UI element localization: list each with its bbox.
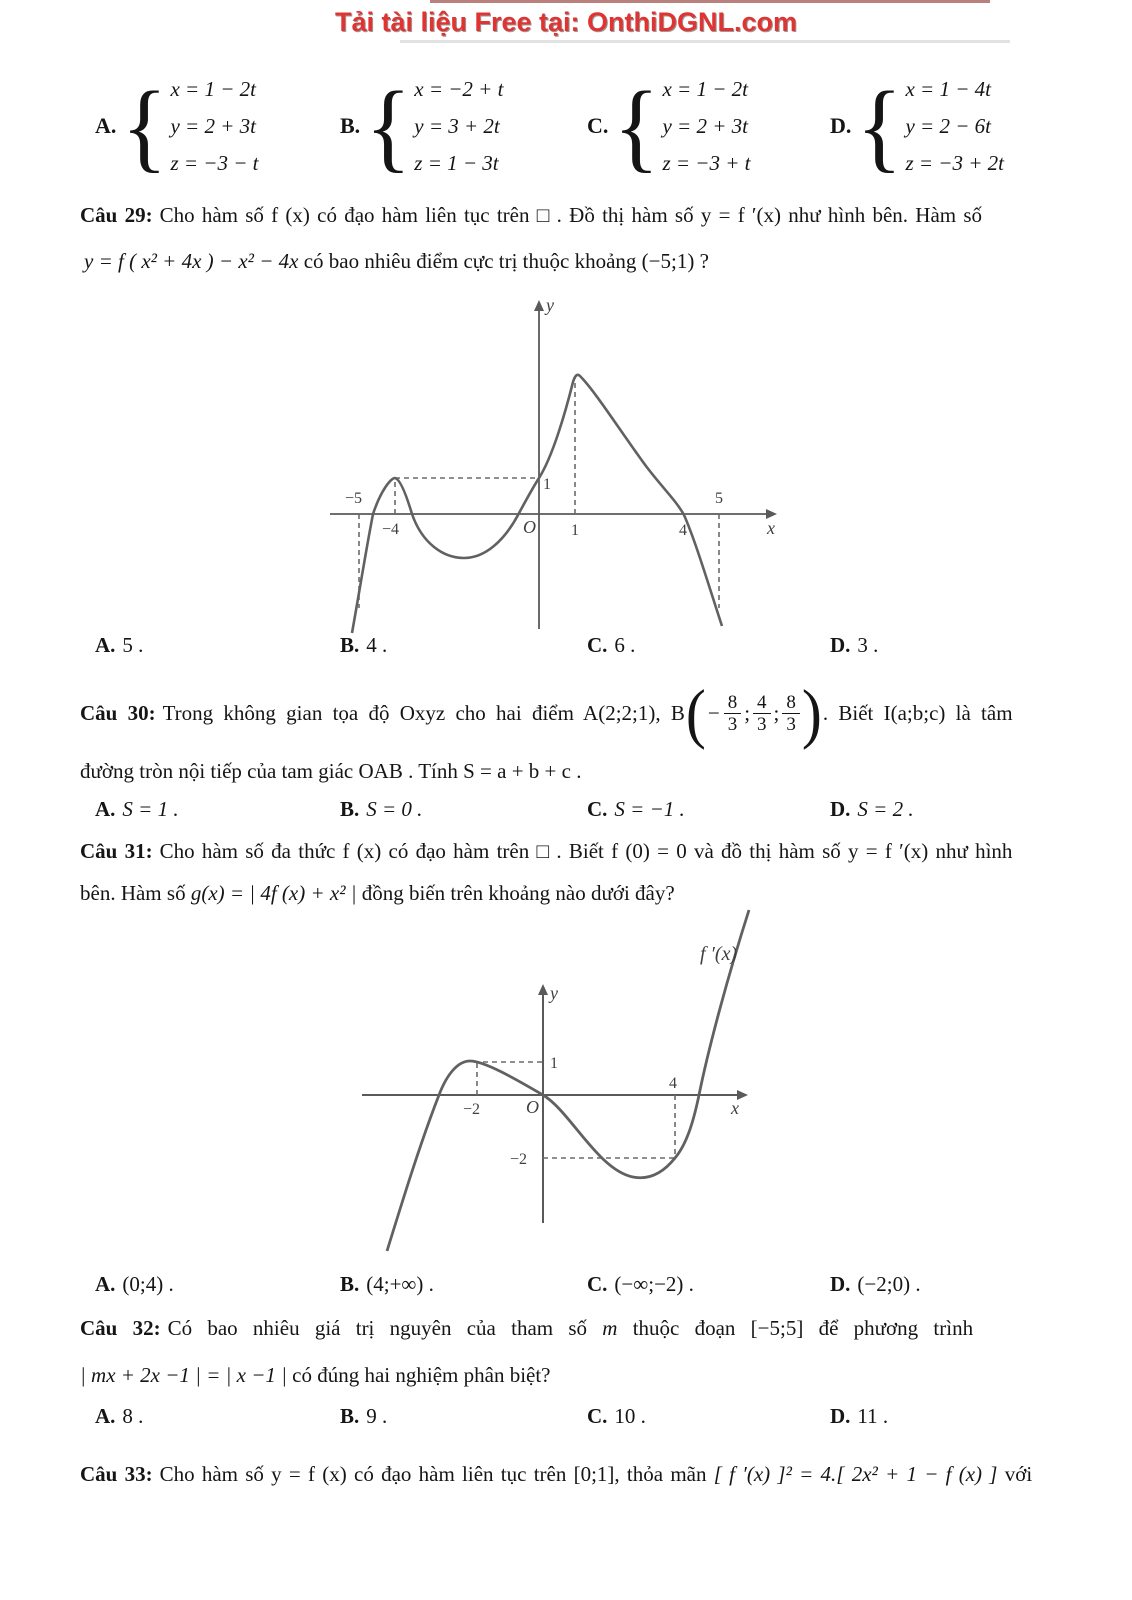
question-text: bên. Hàm số [80, 881, 186, 905]
question-33-line1 [80, 1462, 1032, 1487]
answer-text: (0;4) . [122, 1272, 174, 1296]
option-label: A. [95, 113, 117, 138]
y-axis-arrow-icon [534, 300, 544, 311]
question-text: . Biết I(a;b;c) là tâm [822, 700, 1013, 725]
option-label: D. [830, 113, 852, 138]
answer-label: A. [95, 633, 116, 657]
answer-option-a [95, 797, 179, 822]
math-expression: | mx + 2x −1 | = | x −1 | [80, 1363, 287, 1387]
origin-label: O [523, 517, 536, 537]
equation-lines [905, 77, 1004, 176]
question-29-line2 [84, 249, 709, 274]
answer-option-c [587, 1404, 646, 1429]
x-axis-label: x [767, 518, 775, 538]
answer-option-b [340, 797, 422, 822]
denominator: 3 [724, 713, 742, 735]
equation-line: y = 2 − 6t [905, 113, 991, 138]
answer-option-a [95, 1272, 174, 1297]
answer-option-b [340, 633, 387, 658]
answer-option-a [95, 1404, 143, 1429]
question-30-line1 [80, 676, 1013, 750]
answer-text: (−∞;−2) . [614, 1272, 694, 1296]
question-text: có đúng hai nghiệm phân biệt? [292, 1363, 551, 1387]
separator: ; [744, 700, 751, 725]
answer-label: A. [95, 797, 116, 821]
question-text: thuộc đoạn [−5;5] để phương trình [632, 1316, 974, 1340]
denominator: 3 [753, 713, 771, 735]
tick-label-y1: 1 [543, 476, 551, 493]
tick-label-4: 4 [679, 522, 687, 539]
question-32-line1 [80, 1316, 973, 1341]
question-32-answers [0, 1404, 1132, 1432]
answer-text: 4 . [366, 633, 388, 657]
answer-label: C. [587, 633, 608, 657]
question-number: Câu 30: [80, 700, 156, 725]
answer-option-a [95, 633, 143, 658]
answer-label: D. [830, 797, 851, 821]
numerator: 8 [786, 691, 796, 713]
equation-line: z = −3 + 2t [905, 150, 1004, 175]
fraction [724, 692, 742, 735]
question-number: Câu 33: [80, 1462, 153, 1486]
answer-label: D. [830, 1404, 851, 1428]
brace-glyph: { [856, 69, 903, 182]
question-text: Trong không gian tọa độ Oxyz cho hai điểm A(2;2;1), B [162, 700, 685, 725]
answer-option-d [830, 1272, 921, 1297]
answer-label: D. [830, 633, 851, 657]
math-interval: (−5;1) ? [641, 249, 709, 273]
question-text: Cho hàm số f (x) có đạo hàm liên tục trên □ . Đồ thị hàm số y = f ′(x) như hình bên. Hàm số [159, 203, 983, 227]
equation-line: y = 2 + 3t [662, 113, 748, 138]
option-d-system [830, 69, 1004, 182]
answer-label: C. [587, 797, 608, 821]
option-b-system [340, 69, 504, 182]
equation-line: y = 3 + 2t [414, 113, 500, 138]
equation-lines [662, 77, 750, 176]
tick-label-yminus2: −2 [510, 1151, 528, 1168]
question-31-answers [0, 1272, 1132, 1300]
answer-label: C. [587, 1272, 608, 1296]
x-axis-label: x [731, 1098, 739, 1118]
answer-option-d [830, 797, 914, 822]
answer-label: C. [587, 1404, 608, 1428]
point-b-coordinates [708, 692, 800, 735]
fraction [782, 692, 800, 735]
answer-option-d [830, 1404, 888, 1429]
dashed-guides [474, 1062, 675, 1158]
y-axis-label: y [550, 983, 558, 1003]
question-text: Có bao nhiêu giá trị nguyên của tham số [167, 1316, 588, 1340]
figure-graph-2 [350, 896, 830, 1258]
tick-label-minus5: −5 [345, 490, 363, 507]
answer-option-b [340, 1272, 434, 1297]
answer-text: (4;+∞) . [366, 1272, 434, 1296]
question-32-line2 [80, 1363, 551, 1388]
question-number: Câu 31: [80, 839, 153, 863]
option-label: B. [340, 113, 361, 138]
question-text: Cho hàm số đa thức f (x) có đạo hàm trên □ . Biết f (0) = 0 và đồ thị hàm số y = f ′(x) như hình [159, 839, 1013, 863]
scan-artifact-top [430, 0, 990, 3]
option-label: C. [587, 113, 609, 138]
separator: ; [773, 700, 780, 725]
answer-text: (−2;0) . [857, 1272, 921, 1296]
numerator: 4 [757, 691, 767, 713]
tick-label-minus4: −4 [382, 521, 400, 538]
answer-text: 6 . [614, 633, 636, 657]
origin-label: O [526, 1097, 539, 1117]
fprime-curve [387, 910, 749, 1251]
close-paren-glyph: ) [801, 676, 822, 750]
denominator: 3 [782, 713, 800, 735]
answer-text: S = −1 . [614, 797, 685, 821]
equation-line: x = −2 + t [414, 76, 504, 101]
tick-label-minus2: −2 [463, 1101, 481, 1118]
fraction [753, 692, 771, 735]
tick-label-5: 5 [715, 490, 723, 507]
answer-text: 10 . [614, 1404, 646, 1428]
answer-text: 8 . [122, 1404, 144, 1428]
y-axis-label: y [546, 295, 554, 315]
question-text: Cho hàm số y = f (x) có đạo hàm liên tục trên [0;1], thỏa mãn [159, 1462, 707, 1486]
y-axis-arrow-icon [538, 984, 548, 995]
question-number: Câu 32: [80, 1316, 161, 1340]
curve-label: f ′(x) [700, 943, 738, 965]
equation-line: y = 2 + 3t [170, 113, 256, 138]
answer-label: B. [340, 797, 360, 821]
minus-sign: − [707, 700, 720, 725]
fprime-curve [352, 375, 722, 633]
figure-graph-1 [325, 292, 785, 640]
answer-option-b [340, 1404, 387, 1429]
answer-text: S = 0 . [366, 797, 423, 821]
answer-label: B. [340, 633, 360, 657]
question-29-line1 [80, 203, 982, 228]
math-variable-m: m [602, 1316, 618, 1340]
equation-lines [170, 77, 258, 176]
scan-artifact-under-header [400, 40, 1010, 43]
question-29-answers [0, 633, 1132, 661]
numerator: 8 [727, 691, 738, 713]
answer-label: A. [95, 1404, 116, 1428]
page-header: Tải tài liệu Free tại: OnthiDGNL.com [334, 7, 798, 37]
question-number: Câu 29: [80, 203, 153, 227]
answer-label: D. [830, 1272, 851, 1296]
answer-text: 11 . [857, 1404, 889, 1428]
tick-label-1: 1 [571, 522, 579, 539]
tick-label-y1: 1 [550, 1055, 558, 1072]
equation-line: z = 1 − 3t [414, 150, 499, 175]
answer-label: B. [340, 1404, 360, 1428]
question-30-answers [0, 797, 1132, 825]
answer-label: A. [95, 1272, 116, 1296]
answer-text: S = 2 . [857, 797, 914, 821]
question-30-line2: đường tròn nội tiếp của tam giác OAB . Tính S = a + b + c . [80, 759, 582, 783]
question-text: đồng biến trên khoảng nào dưới đây? [361, 881, 675, 905]
answer-text: 3 . [857, 633, 879, 657]
equation-line: z = −3 − t [170, 150, 259, 175]
equation-lines [414, 77, 503, 176]
tick-label-4: 4 [669, 1075, 677, 1092]
answer-option-d [830, 633, 878, 658]
question-31-line1 [80, 839, 1012, 864]
answer-option-c [587, 1272, 694, 1297]
equation-line: x = 1 − 2t [170, 76, 256, 101]
math-expression: [ f ′(x) ]² = 4.[ 2x² + 1 − f (x) ] [713, 1462, 998, 1486]
equation-line: z = −3 + t [662, 150, 751, 175]
answer-option-c [587, 633, 635, 658]
option-a-system [95, 69, 259, 182]
brace-glyph: { [613, 69, 660, 182]
answer-text: 9 . [366, 1404, 388, 1428]
math-expression: g(x) = | 4f (x) + x² | [190, 881, 357, 905]
option-c-system [587, 69, 751, 182]
brace-glyph: { [121, 69, 168, 182]
answer-text: 5 . [122, 633, 144, 657]
brace-glyph: { [365, 69, 412, 182]
open-paren-glyph: ( [685, 676, 706, 750]
answer-label: B. [340, 1272, 360, 1296]
question-text: có bao nhiêu điểm cực trị thuộc khoảng [303, 249, 637, 273]
answer-option-c [587, 797, 685, 822]
math-expression: y = f ( x² + 4x ) − x² − 4x [84, 249, 299, 273]
equation-line: x = 1 − 4t [905, 76, 991, 101]
answer-text: S = 1 . [122, 797, 179, 821]
equation-line: x = 1 − 2t [662, 76, 748, 101]
question-text: với [1004, 1462, 1033, 1486]
